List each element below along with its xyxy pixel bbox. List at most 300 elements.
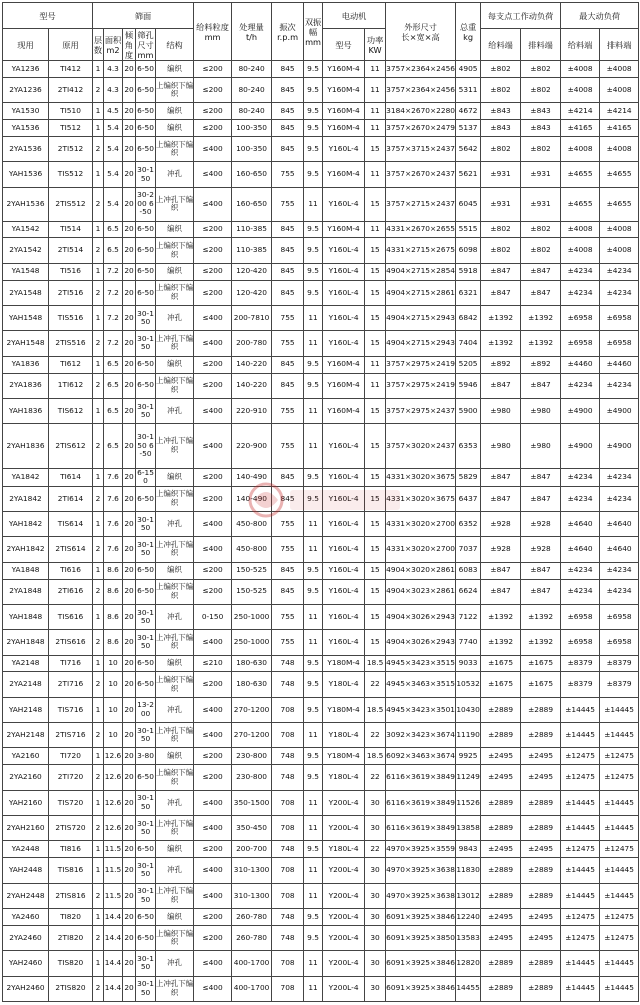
- table-cell: 15: [365, 238, 386, 263]
- table-cell: 15: [365, 486, 386, 511]
- table-cell: 30: [365, 816, 386, 841]
- table-cell: 3092×3423×3674: [386, 723, 456, 748]
- table-cell: 30-200 6-50: [136, 187, 156, 221]
- table-cell: 12.6: [104, 748, 123, 765]
- table-cell: ≤200: [194, 77, 232, 102]
- table-cell: 30-150: [136, 398, 156, 423]
- table-cell: 1: [93, 697, 104, 722]
- table-cell: ±4460: [561, 356, 600, 373]
- table-cell: TI514: [49, 221, 93, 238]
- table-cell: 1: [93, 120, 104, 137]
- header-screen: 筛面: [93, 3, 194, 29]
- table-cell: 6-50: [136, 263, 156, 280]
- table-cell: 6091×3925×3850: [386, 925, 456, 950]
- table-cell: 20: [123, 790, 136, 815]
- table-cell: ±4900: [600, 424, 639, 468]
- table-cell: ±1392: [521, 604, 561, 629]
- table-cell: ±2495: [521, 748, 561, 765]
- table-cell: TI612: [49, 356, 93, 373]
- table-cell: 15: [365, 562, 386, 579]
- table-cell: ≤400: [194, 630, 232, 655]
- table-cell: ±6958: [600, 331, 639, 356]
- header-motor: 电动机: [323, 3, 386, 29]
- table-cell: 上编织下编织: [156, 579, 194, 604]
- table-cell: YA1530: [3, 103, 49, 120]
- table-cell: ±6958: [561, 630, 600, 655]
- table-cell: ±14445: [561, 723, 600, 748]
- table-cell: ±4640: [600, 511, 639, 536]
- table-cell: ±2889: [481, 697, 521, 722]
- table-cell: Y160L-4: [323, 263, 365, 280]
- table-cell: 12820: [456, 951, 481, 976]
- table-cell: 7.2: [104, 305, 123, 330]
- table-cell: 11: [304, 976, 323, 1001]
- table-cell: 上冲孔下编织: [156, 816, 194, 841]
- table-cell: ±843: [521, 120, 561, 137]
- table-cell: 15: [365, 468, 386, 486]
- table-cell: 11: [304, 883, 323, 908]
- table-cell: 5621: [456, 162, 481, 187]
- table-cell: ±4655: [600, 162, 639, 187]
- table-cell: 120-420: [232, 263, 272, 280]
- table-cell: 6-50: [136, 238, 156, 263]
- table-cell: 12.6: [104, 790, 123, 815]
- table-cell: 20: [123, 356, 136, 373]
- table-cell: 14.4: [104, 951, 123, 976]
- table-cell: 6091×3925×3846: [386, 976, 456, 1001]
- table-cell: 上编织下编织: [156, 137, 194, 162]
- table-cell: 200-780: [232, 331, 272, 356]
- table-cell: 9925: [456, 748, 481, 765]
- table-cell: 2YAH1836: [3, 424, 49, 468]
- table-cell: ≤400: [194, 424, 232, 468]
- table-cell: ±4165: [600, 120, 639, 137]
- table-cell: 2: [93, 816, 104, 841]
- table-cell: 4970×3925×3559: [386, 841, 456, 858]
- table-cell: 6-50: [136, 137, 156, 162]
- table-cell: ±4165: [561, 120, 600, 137]
- table-cell: 9.5: [304, 468, 323, 486]
- header-support-load: 每支点工作动负荷: [481, 3, 561, 29]
- table-cell: 2TIS720: [49, 816, 93, 841]
- table-cell: 450-800: [232, 511, 272, 536]
- table-cell: Y160L-4: [323, 486, 365, 511]
- table-cell: 748: [272, 655, 304, 672]
- table-cell: ≤200: [194, 221, 232, 238]
- table-cell: Y180L-4: [323, 672, 365, 697]
- table-cell: ±14445: [561, 858, 600, 883]
- table-cell: 4904×3023×2861: [386, 579, 456, 604]
- table-cell: ≤400: [194, 137, 232, 162]
- table-cell: 4904×2715×2943: [386, 305, 456, 330]
- table-cell: ±980: [481, 424, 521, 468]
- table-cell: Y180M-4: [323, 748, 365, 765]
- table-cell: 7.6: [104, 468, 123, 486]
- table-cell: 9.5: [304, 579, 323, 604]
- table-cell: 845: [272, 579, 304, 604]
- table-cell: ±2889: [521, 951, 561, 976]
- table-row: [3, 841, 639, 858]
- table-cell: 4945×3423×3515: [386, 655, 456, 672]
- table-cell: 755: [272, 511, 304, 536]
- table-cell: Y160L-4: [323, 537, 365, 562]
- table-cell: TIS716: [49, 697, 93, 722]
- table-cell: 10: [104, 697, 123, 722]
- table-cell: 10: [104, 655, 123, 672]
- table-cell: 上编织下编织: [156, 373, 194, 398]
- table-cell: 11249: [456, 765, 481, 790]
- table-cell: 6-50: [136, 486, 156, 511]
- table-cell: 2: [93, 925, 104, 950]
- table-cell: ±14445: [600, 951, 639, 976]
- table-cell: ±802: [481, 221, 521, 238]
- table-cell: 11: [304, 630, 323, 655]
- table-cell: ±6958: [600, 305, 639, 330]
- table-cell: 2YAH1848: [3, 630, 49, 655]
- table-cell: ±4234: [600, 486, 639, 511]
- table-cell: 9.5: [304, 77, 323, 102]
- table-cell: 2: [93, 373, 104, 398]
- table-cell: 2TI514: [49, 238, 93, 263]
- table-cell: 9.5: [304, 925, 323, 950]
- table-cell: 6-50: [136, 908, 156, 925]
- table-cell: Y160L-4: [323, 305, 365, 330]
- table-cell: ±4234: [600, 562, 639, 579]
- table-cell: ±2889: [481, 976, 521, 1001]
- table-cell: 4905: [456, 61, 481, 78]
- table-cell: 冲孔: [156, 604, 194, 629]
- table-cell: ±1392: [481, 305, 521, 330]
- table-cell: 4.5: [104, 103, 123, 120]
- table-cell: ±931: [521, 187, 561, 221]
- table-cell: ±2889: [521, 858, 561, 883]
- table-cell: 1: [93, 858, 104, 883]
- table-cell: 708: [272, 816, 304, 841]
- table-cell: 6091×3925×3846: [386, 908, 456, 925]
- table-cell: 20: [123, 655, 136, 672]
- table-cell: 6-50: [136, 655, 156, 672]
- table-cell: 20: [123, 697, 136, 722]
- table-cell: ±12475: [600, 908, 639, 925]
- table-cell: Y180L-4: [323, 723, 365, 748]
- table-cell: 30-150: [136, 305, 156, 330]
- table-cell: 9843: [456, 841, 481, 858]
- table-cell: 30-150: [136, 723, 156, 748]
- table-cell: 845: [272, 120, 304, 137]
- table-cell: 11190: [456, 723, 481, 748]
- table-cell: 9.5: [304, 748, 323, 765]
- table-cell: 冲孔: [156, 511, 194, 536]
- header-max-discharge: 排料端: [600, 29, 639, 61]
- table-cell: ±802: [521, 238, 561, 263]
- table-cell: 1: [93, 511, 104, 536]
- table-cell: ±1392: [521, 305, 561, 330]
- table-cell: 1: [93, 305, 104, 330]
- table-cell: 5829: [456, 468, 481, 486]
- table-cell: 11: [304, 305, 323, 330]
- table-cell: Y200L-4: [323, 816, 365, 841]
- table-cell: Y160L-4: [323, 137, 365, 162]
- header-support-feed: 给料端: [481, 29, 521, 61]
- table-cell: 11: [304, 604, 323, 629]
- table-cell: 11: [304, 187, 323, 221]
- table-cell: 755: [272, 424, 304, 468]
- table-cell: 9.5: [304, 765, 323, 790]
- table-cell: ≤200: [194, 765, 232, 790]
- table-cell: ±14445: [600, 697, 639, 722]
- table-cell: 20: [123, 77, 136, 102]
- table-cell: 11: [304, 398, 323, 423]
- table-cell: Y160M-4: [323, 221, 365, 238]
- table-cell: 748: [272, 672, 304, 697]
- table-cell: ±8379: [600, 655, 639, 672]
- table-cell: 755: [272, 630, 304, 655]
- table-cell: ±843: [481, 103, 521, 120]
- table-cell: 2TI820: [49, 925, 93, 950]
- table-cell: ±2495: [521, 841, 561, 858]
- table-cell: ±802: [521, 61, 561, 78]
- table-cell: ≤200: [194, 120, 232, 137]
- table-cell: ±2889: [481, 723, 521, 748]
- table-cell: ≤400: [194, 723, 232, 748]
- table-cell: 2: [93, 331, 104, 356]
- table-cell: 845: [272, 137, 304, 162]
- table-cell: 11: [304, 331, 323, 356]
- table-cell: 20: [123, 951, 136, 976]
- table-cell: ±12475: [561, 748, 600, 765]
- table-cell: 30-150: [136, 537, 156, 562]
- table-cell: 11: [304, 537, 323, 562]
- table-cell: ±2889: [521, 976, 561, 1001]
- table-cell: 2YAH2160: [3, 816, 49, 841]
- table-cell: 1: [93, 398, 104, 423]
- table-cell: 2: [93, 77, 104, 102]
- table-cell: 20: [123, 280, 136, 305]
- table-cell: ≤200: [194, 908, 232, 925]
- table-cell: 200-7810: [232, 305, 272, 330]
- table-cell: 上编织下编织: [156, 280, 194, 305]
- table-cell: YAH1836: [3, 398, 49, 423]
- table-cell: ±12475: [600, 925, 639, 950]
- table-cell: 30: [365, 908, 386, 925]
- table-cell: ≤400: [194, 976, 232, 1001]
- table-cell: ≤400: [194, 398, 232, 423]
- table-cell: 2: [93, 883, 104, 908]
- table-cell: 150-525: [232, 579, 272, 604]
- table-cell: 14455: [456, 976, 481, 1001]
- table-cell: ±14445: [600, 858, 639, 883]
- table-cell: 8.6: [104, 562, 123, 579]
- table-cell: 2: [93, 280, 104, 305]
- table-cell: ±12475: [600, 748, 639, 765]
- table-cell: 1: [93, 103, 104, 120]
- table-cell: 18.5: [365, 748, 386, 765]
- table-cell: 845: [272, 356, 304, 373]
- table-cell: 120-420: [232, 280, 272, 305]
- table-cell: ±802: [481, 61, 521, 78]
- table-cell: 30: [365, 858, 386, 883]
- table-cell: 2TIS716: [49, 723, 93, 748]
- table-cell: 30-150: [136, 162, 156, 187]
- table-cell: TI510: [49, 103, 93, 120]
- table-cell: 10430: [456, 697, 481, 722]
- table-cell: 6-50: [136, 280, 156, 305]
- table-cell: 编织: [156, 562, 194, 579]
- table-cell: 4.3: [104, 61, 123, 78]
- table-row: [3, 61, 639, 78]
- table-cell: 3757×2975×2419: [386, 373, 456, 398]
- table-cell: 上冲孔下编织: [156, 630, 194, 655]
- table-cell: ±4234: [561, 579, 600, 604]
- table-cell: ±14445: [561, 883, 600, 908]
- table-cell: 9.5: [304, 697, 323, 722]
- table-cell: ±980: [521, 424, 561, 468]
- table-cell: ±847: [521, 468, 561, 486]
- table-cell: Y160L-4: [323, 630, 365, 655]
- table-cell: 80-240: [232, 61, 272, 78]
- table-cell: 3757×3020×2437: [386, 424, 456, 468]
- table-cell: 上冲孔下编织: [156, 723, 194, 748]
- table-cell: 冲孔: [156, 398, 194, 423]
- table-cell: ≤400: [194, 331, 232, 356]
- table-cell: 7122: [456, 604, 481, 629]
- table-cell: 11830: [456, 858, 481, 883]
- table-cell: TI716: [49, 655, 93, 672]
- table-cell: 20: [123, 373, 136, 398]
- table-cell: 8.6: [104, 604, 123, 629]
- table-cell: 6116×3619×3849: [386, 790, 456, 815]
- table-cell: ±4234: [561, 280, 600, 305]
- table-cell: 13858: [456, 816, 481, 841]
- header-motor-power: 功率KW: [365, 29, 386, 61]
- table-cell: 6-50: [136, 356, 156, 373]
- table-cell: 20: [123, 103, 136, 120]
- table-cell: 160-650: [232, 162, 272, 187]
- table-cell: YAH1548: [3, 305, 49, 330]
- table-cell: ±1392: [481, 630, 521, 655]
- table-cell: 1: [93, 221, 104, 238]
- table-row: [3, 883, 639, 908]
- table-cell: 编织: [156, 908, 194, 925]
- table-cell: 6624: [456, 579, 481, 604]
- header-max-load: 最大动负荷: [561, 3, 639, 29]
- table-cell: 20: [123, 816, 136, 841]
- table-cell: 15: [365, 579, 386, 604]
- table-cell: 2YA1542: [3, 238, 49, 263]
- table-cell: 3757×2670×2437: [386, 162, 456, 187]
- table-cell: 2TI616: [49, 579, 93, 604]
- table-cell: YA1836: [3, 356, 49, 373]
- table-cell: 5918: [456, 263, 481, 280]
- table-cell: ±2889: [481, 858, 521, 883]
- table-cell: 30-150: [136, 976, 156, 1001]
- table-cell: 2YA1548: [3, 280, 49, 305]
- table-cell: ≤400: [194, 187, 232, 221]
- table-cell: 6-50: [136, 672, 156, 697]
- table-cell: 10532: [456, 672, 481, 697]
- table-cell: 7.6: [104, 511, 123, 536]
- table-cell: 20: [123, 468, 136, 486]
- table-cell: 14.4: [104, 908, 123, 925]
- table-cell: ≤200: [194, 263, 232, 280]
- table-cell: 6-50: [136, 120, 156, 137]
- table-cell: 1: [93, 790, 104, 815]
- table-cell: 5.4: [104, 187, 123, 221]
- table-cell: Y200L-4: [323, 951, 365, 976]
- table-cell: 2TIS516: [49, 331, 93, 356]
- table-cell: 845: [272, 562, 304, 579]
- table-cell: 6.5: [104, 221, 123, 238]
- table-cell: 上冲孔下编织: [156, 537, 194, 562]
- table-cell: 708: [272, 790, 304, 815]
- table-cell: 14.4: [104, 925, 123, 950]
- table-cell: ±931: [481, 162, 521, 187]
- table-cell: ±847: [481, 562, 521, 579]
- table-cell: ≤400: [194, 305, 232, 330]
- table-cell: 6-150: [137, 468, 154, 486]
- table-cell: 上冲孔下编织: [156, 187, 194, 221]
- table-cell: 748: [272, 925, 304, 950]
- table-cell: ≤200: [194, 373, 232, 398]
- table-cell: 编织: [156, 120, 194, 137]
- table-cell: 180-630: [232, 672, 272, 697]
- table-cell: ±4008: [561, 61, 600, 78]
- table-cell: 2: [93, 486, 104, 511]
- table-cell: 5642: [456, 137, 481, 162]
- header-vib-freq: 振次 r.p.m: [272, 3, 304, 61]
- table-cell: 9.5: [304, 373, 323, 398]
- table-cell: 6-50: [136, 221, 156, 238]
- table-cell: 2: [93, 238, 104, 263]
- table-cell: 15: [365, 187, 386, 221]
- table-cell: 180-630: [232, 655, 272, 672]
- table-cell: 22: [365, 765, 386, 790]
- table-cell: YAH1536: [3, 162, 49, 187]
- table-cell: 110-385: [232, 238, 272, 263]
- table-row: [3, 579, 639, 604]
- table-cell: ≤400: [194, 790, 232, 815]
- table-cell: ≤400: [194, 816, 232, 841]
- table-cell: ≤200: [194, 356, 232, 373]
- header-original: 原用: [49, 29, 93, 61]
- table-cell: 4970×3925×3638: [386, 883, 456, 908]
- table-cell: 30-150 6-50: [136, 424, 156, 468]
- table-cell: 6.5: [104, 398, 123, 423]
- table-cell: ±847: [481, 373, 521, 398]
- table-cell: ±8379: [600, 672, 639, 697]
- table-cell: 15: [365, 537, 386, 562]
- table-cell: 2TIS512: [49, 187, 93, 221]
- table-cell: Y160L-4: [323, 238, 365, 263]
- table-cell: ±802: [481, 77, 521, 102]
- table-cell: 7.2: [104, 263, 123, 280]
- table-cell: ±892: [481, 356, 521, 373]
- table-cell: 160-650: [232, 187, 272, 221]
- table-cell: 12.6: [104, 765, 123, 790]
- table-cell: Y160L-4: [323, 280, 365, 305]
- table-cell: ±847: [521, 579, 561, 604]
- table-cell: ≤200: [194, 486, 232, 511]
- table-cell: 20: [123, 883, 136, 908]
- table-cell: ±6958: [600, 604, 639, 629]
- table-cell: ±14445: [561, 697, 600, 722]
- table-cell: ±4640: [561, 511, 600, 536]
- table-cell: 4904×3026×2943: [386, 630, 456, 655]
- table-cell: YA1236: [3, 61, 49, 78]
- table-cell: 9.5: [304, 908, 323, 925]
- table-cell: ±843: [481, 120, 521, 137]
- table-row: [3, 655, 639, 672]
